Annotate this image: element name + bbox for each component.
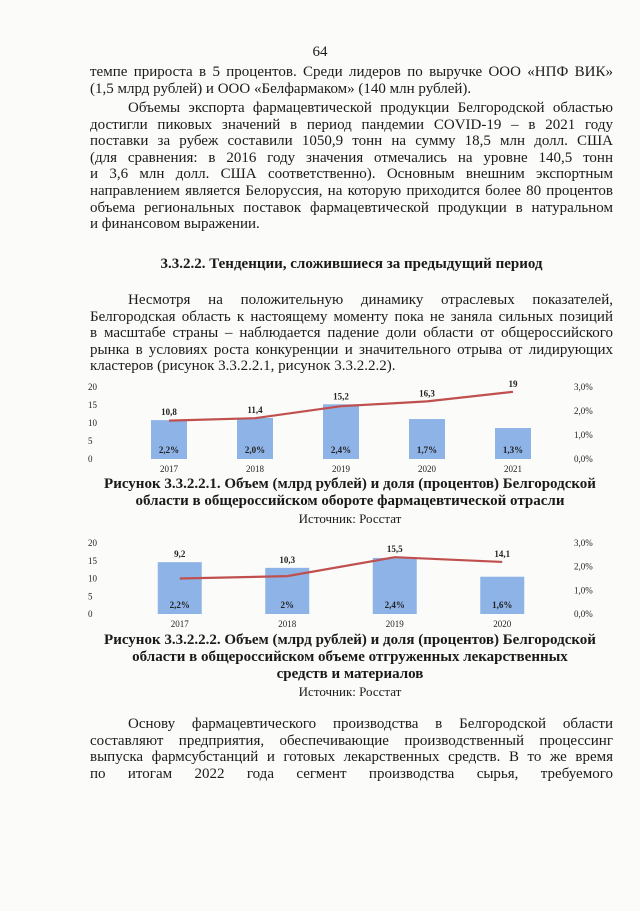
text-line: (для сравнения: в 2016 году значения отмечались на уровне 140,5 тонн xyxy=(90,149,613,166)
x-axis-tick-label: 2019 xyxy=(332,464,350,474)
caption-line: Рисунок 3.3.2.2.2. Объем (млрд рублей) и доля (процентов) Белгородской xyxy=(104,632,596,648)
x-axis-tick-label: 2019 xyxy=(385,619,404,629)
volume-data-label: 16,3 xyxy=(419,388,435,399)
left-axis-tick-label: 15 xyxy=(88,555,97,566)
caption-line: области в общероссийском обороте фармацевтической отрасли xyxy=(135,493,565,509)
text-line: и финансовом выражении. xyxy=(90,216,260,233)
chart-pharma-turnover xyxy=(0,378,640,476)
left-axis-tick-label: 5 xyxy=(88,436,93,446)
volume-data-label: 10,8 xyxy=(161,407,177,418)
x-axis-tick-label: 2018 xyxy=(246,464,264,474)
share-data-label: 2,0% xyxy=(244,445,266,455)
volume-data-label: 15,5 xyxy=(386,544,403,555)
text-line: Белгородская область к настоящему моменту пока не заняла сильных позиций xyxy=(90,308,613,325)
caption-line: средств и материалов xyxy=(276,666,424,682)
x-axis-tick-label: 2017 xyxy=(170,619,189,629)
x-axis-tick-label: 2020 xyxy=(418,464,436,474)
text-line: Несмотря на положительную динамику отраслевых показателей, xyxy=(128,292,613,308)
text-line: Объемы экспорта фармацевтической продукции Белгородской областью xyxy=(128,100,613,116)
share-data-label: 2,4% xyxy=(384,600,405,610)
x-axis-tick-label: 2018 xyxy=(278,619,297,629)
volume-data-label: 11,4 xyxy=(247,404,263,415)
volume-data-label: 9,2 xyxy=(174,549,186,560)
caption-line: области в общероссийском объеме отгруженных лекарственных xyxy=(132,649,568,665)
left-axis-tick-label: 10 xyxy=(88,418,97,428)
text-line: кластеров (рисунок 3.3.2.2.1, рисунок 3.3.2.2.2). xyxy=(90,358,396,375)
right-axis-tick-label: 0,0% xyxy=(574,454,593,464)
share-data-label: 1,3% xyxy=(502,445,524,455)
left-axis-tick-label: 10 xyxy=(88,573,97,584)
right-axis-tick-label: 1,0% xyxy=(574,585,593,596)
left-axis-tick-label: 15 xyxy=(88,400,97,410)
intro-paragraph xyxy=(90,64,613,97)
production-paragraph xyxy=(90,716,613,782)
text-line: (1,5 млрд рублей) и ООО «Белфармаком» (140 млн рублей). xyxy=(90,80,472,97)
volume-data-label: 14,1 xyxy=(494,548,511,559)
left-axis-tick-label: 0 xyxy=(88,454,93,464)
right-axis-tick-label: 3,0% xyxy=(574,382,593,392)
text-line: темпе прироста в 5 процентов. Среди лидеров по выручке ООО «НПФ ВИК» xyxy=(90,64,613,80)
x-axis-tick-label: 2020 xyxy=(493,619,512,629)
figure2-source: Источник: Росстат xyxy=(298,684,402,699)
x-axis-tick-label: 2017 xyxy=(160,464,178,474)
share-data-label: 2% xyxy=(280,600,294,610)
text-line: поставки за рубеж составили 1050,9 тонн на сумму 18,5 млн долл. США xyxy=(90,133,613,150)
right-axis-tick-label: 3,0% xyxy=(574,538,593,548)
left-axis-tick-label: 20 xyxy=(88,538,97,548)
figure1-caption xyxy=(80,476,620,510)
left-axis-tick-label: 5 xyxy=(88,591,93,602)
trends-paragraph xyxy=(90,292,613,375)
figure1-source: Источник: Росстат xyxy=(298,511,402,526)
right-axis-tick-label: 1,0% xyxy=(574,430,593,440)
text-line: Основу фармацевтического производства в Белгородской области xyxy=(128,716,613,732)
text-line: составляют предприятия, обеспечивающие производственный процессинг xyxy=(90,732,613,749)
caption-line: Рисунок 3.3.2.2.1. Объем (млрд рублей) и доля (процентов) Белгородской xyxy=(104,476,596,492)
right-axis-tick-label: 2,0% xyxy=(574,406,593,416)
share-data-label: 1,6% xyxy=(492,600,513,610)
text-line: и 3,6 млн долл. США соответственно). Основным внешним экспортным xyxy=(90,166,613,183)
text-line: рынка в условиях роста конкуренции и значительного отрыва от лидирующих xyxy=(90,341,613,358)
volume-data-label: 10,3 xyxy=(279,554,296,565)
text-line: объема региональных поставок фармацевтической продукции в натуральном xyxy=(90,199,613,216)
text-line: выпуска фармсубстанций и готовых лекарственных средств. В то же время xyxy=(90,749,613,766)
share-line xyxy=(180,554,503,578)
page-number: 64 xyxy=(312,44,328,60)
text-line: направлением является Белоруссия, на которую приходится более 80 процентов xyxy=(90,182,613,199)
right-axis-tick-label: 2,0% xyxy=(574,561,593,572)
left-axis-tick-label: 20 xyxy=(88,382,97,392)
figure2-caption xyxy=(80,632,620,683)
text-line: по итогам 2022 года сегмент производства сырья, требуемого xyxy=(90,765,613,782)
share-data-label: 1,7% xyxy=(416,445,438,455)
text-line: достигли пиковых значений в период пандемии COVID-19 – в 2021 году xyxy=(90,116,613,133)
share-data-label: 2,2% xyxy=(169,600,190,610)
share-data-label: 2,2% xyxy=(158,445,180,455)
volume-data-label: 19 xyxy=(508,378,518,389)
right-axis-tick-label: 0,0% xyxy=(574,609,593,619)
export-paragraph xyxy=(90,100,613,233)
volume-data-label: 15,2 xyxy=(333,391,349,402)
share-data-label: 2,4% xyxy=(330,445,352,455)
x-axis-tick-label: 2021 xyxy=(504,464,522,474)
left-axis-tick-label: 0 xyxy=(88,609,93,619)
text-line: в масштабе страны – наблюдается падение доли области от общероссийского xyxy=(90,325,613,342)
section-heading: 3.3.2.2. Тенденции, сложившиеся за предыдущий период xyxy=(160,256,543,272)
chart-shipped-medicines xyxy=(0,536,640,632)
